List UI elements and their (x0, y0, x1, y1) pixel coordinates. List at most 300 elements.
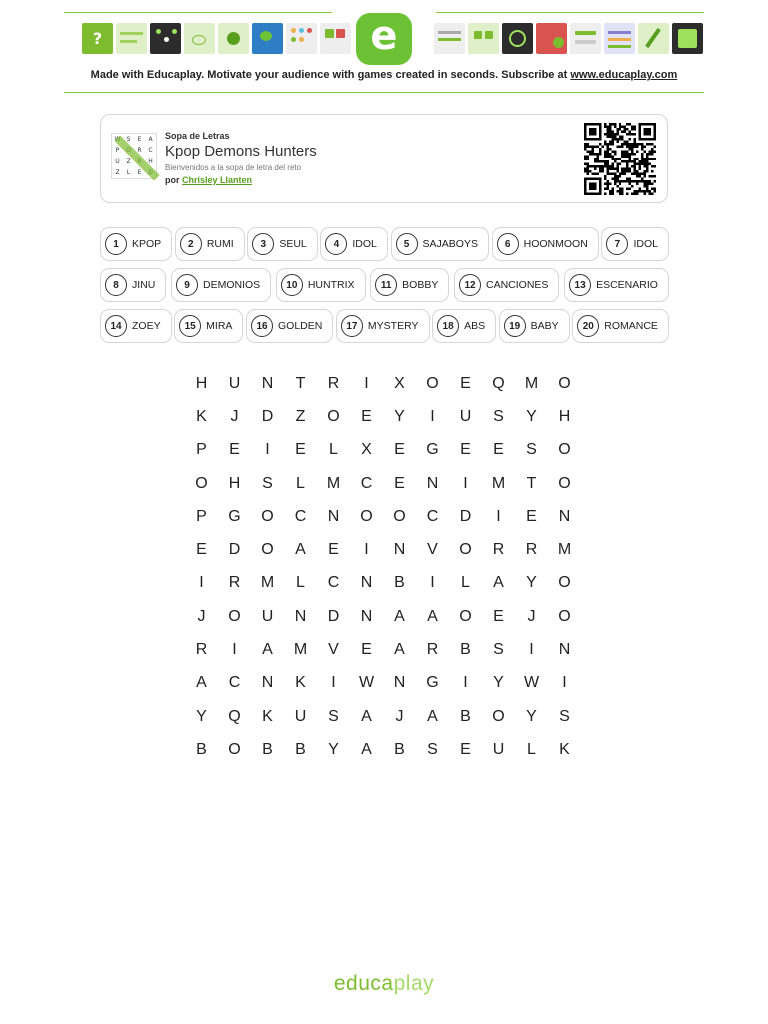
qr-module (631, 128, 633, 130)
qr-module (649, 143, 651, 145)
grid-letter[interactable]: S (493, 407, 504, 425)
grid-letter[interactable]: U (459, 407, 472, 425)
qr-module (624, 125, 626, 127)
qr-module (624, 170, 626, 172)
qr-module (604, 188, 606, 190)
qr-module (586, 165, 588, 167)
grid-letter[interactable]: O (426, 374, 439, 392)
grid-letter[interactable]: M (557, 541, 572, 559)
grid-letter[interactable]: I (331, 674, 336, 692)
qr-module (634, 145, 636, 147)
qr-module (634, 160, 636, 162)
qr-module (629, 123, 631, 125)
qr-module (619, 145, 621, 147)
qr-module (646, 165, 648, 167)
word-number: 10 (281, 274, 303, 296)
grid-letter[interactable]: O (261, 507, 274, 525)
grid-letter[interactable]: V (328, 641, 339, 659)
qr-module (586, 163, 588, 165)
qr-module (609, 165, 611, 167)
grid-letter[interactable]: A (427, 607, 438, 625)
grid-letter[interactable]: A (361, 740, 372, 758)
grid-letter[interactable]: S (526, 441, 537, 459)
word-chip (601, 227, 669, 261)
grid-letter[interactable]: O (195, 474, 208, 492)
word-number: 19 (504, 315, 526, 337)
grid-letter[interactable]: S (427, 740, 438, 758)
banner-divider (64, 12, 332, 13)
grid-letter[interactable]: Y (196, 707, 207, 725)
qr-code-icon[interactable] (584, 123, 656, 195)
grid-letter[interactable]: I (463, 474, 468, 492)
qr-module (631, 143, 633, 145)
qr-module (636, 150, 638, 152)
grid-letter[interactable]: A (295, 541, 306, 559)
grid-letter[interactable]: D (228, 541, 241, 559)
qr-module (636, 173, 638, 175)
qr-module (651, 158, 653, 160)
grid-letter[interactable]: D (459, 507, 472, 525)
qr-module (614, 175, 616, 177)
game-type-tiles-left (82, 23, 351, 54)
word-label: ZOEY (132, 320, 161, 332)
word-search-icon (570, 23, 601, 54)
qr-module (641, 145, 643, 147)
grid-letter[interactable]: O (459, 607, 472, 625)
grid-letter[interactable]: Q (228, 707, 241, 725)
qr-module (629, 148, 631, 150)
qr-module (651, 150, 653, 152)
grid-letter[interactable]: E (295, 441, 306, 459)
qr-module (599, 170, 601, 172)
grid-letter[interactable]: G (426, 674, 439, 692)
grid-letter[interactable]: R (327, 374, 340, 392)
qr-module (626, 150, 628, 152)
grid-letter[interactable]: B (460, 641, 471, 659)
qr-module (606, 160, 608, 162)
grid-letter[interactable]: E (493, 607, 504, 625)
letter-grid (185, 367, 581, 767)
qr-module (636, 145, 638, 147)
word-number: 16 (251, 315, 273, 337)
qr-module (634, 140, 636, 142)
grid-letter[interactable]: U (261, 607, 274, 625)
qr-module (599, 165, 601, 167)
grid-letter[interactable]: C (228, 674, 241, 692)
qr-module (586, 150, 588, 152)
grid-letter[interactable]: O (228, 740, 241, 758)
qr-module (616, 185, 618, 187)
qr-module (634, 168, 636, 170)
qr-module (619, 175, 621, 177)
grid-letter[interactable]: I (430, 407, 435, 425)
grid-letter[interactable]: N (261, 374, 274, 392)
qr-module (606, 188, 608, 190)
qr-module (626, 140, 628, 142)
grid-letter[interactable]: N (261, 674, 274, 692)
grid-letter[interactable]: O (558, 441, 571, 459)
grid-letter[interactable]: X (394, 374, 405, 392)
grid-letter[interactable]: U (294, 707, 307, 725)
grid-letter[interactable]: U (228, 374, 241, 392)
qr-module (601, 160, 603, 162)
qr-module (636, 175, 638, 177)
thumbnail-letter: A (148, 136, 153, 143)
grid-letter[interactable]: L (527, 740, 536, 758)
grid-letter[interactable]: O (327, 407, 340, 425)
grid-letter[interactable]: M (260, 574, 275, 592)
qr-module (636, 143, 638, 145)
grid-letter[interactable]: I (232, 641, 237, 659)
qr-module (631, 180, 633, 182)
word-search-thumbnail (111, 133, 157, 179)
activity-header-card (100, 114, 668, 203)
grid-letter[interactable]: O (558, 607, 571, 625)
grid-letter[interactable]: N (558, 641, 571, 659)
grid-letter[interactable]: I (265, 441, 270, 459)
grid-letter[interactable]: W (523, 674, 540, 692)
qr-module (624, 160, 626, 162)
grid-letter[interactable]: L (329, 441, 338, 459)
grid-letter[interactable]: L (296, 574, 305, 592)
grid-letter[interactable]: A (394, 607, 405, 625)
grid-letter[interactable]: C (426, 507, 439, 525)
grid-letter[interactable]: E (328, 541, 339, 559)
qr-module (614, 180, 616, 182)
qr-module (651, 170, 653, 172)
qr-module (609, 133, 611, 135)
qr-module (626, 178, 628, 180)
qr-module (644, 183, 646, 185)
word-number: 20 (577, 315, 599, 337)
grid-letter[interactable]: N (558, 507, 571, 525)
grid-letter[interactable]: W (358, 674, 375, 692)
grid-letter[interactable]: O (261, 541, 274, 559)
qr-module (626, 133, 628, 135)
qr-module (624, 140, 626, 142)
grid-letter[interactable]: Y (526, 574, 537, 592)
quiz-icon: ? (82, 23, 113, 54)
qr-module (611, 143, 613, 145)
grid-letter[interactable]: S (493, 641, 504, 659)
grid-letter[interactable]: C (360, 474, 373, 492)
grid-letter[interactable]: I (199, 574, 204, 592)
qr-module (646, 185, 648, 187)
qr-module (639, 175, 641, 177)
grid-letter[interactable]: I (562, 674, 567, 692)
grid-letter[interactable]: O (492, 707, 505, 725)
qr-module (614, 133, 616, 135)
grid-letter[interactable]: K (295, 674, 306, 692)
qr-module (621, 193, 623, 195)
grid-letter[interactable]: K (196, 407, 207, 425)
qr-module (621, 188, 623, 190)
grid-letter[interactable]: Y (526, 407, 537, 425)
qr-module (631, 193, 633, 195)
qr-module (609, 125, 611, 127)
word-label: DEMONIOS (203, 279, 261, 291)
qr-module (609, 140, 611, 142)
qr-module (651, 148, 653, 150)
grid-letter[interactable]: N (393, 674, 406, 692)
grid-letter[interactable]: R (492, 541, 505, 559)
qr-module (621, 143, 623, 145)
qr-module (641, 160, 643, 162)
grid-letter[interactable]: E (526, 507, 537, 525)
qr-module (611, 133, 613, 135)
qr-module (629, 183, 631, 185)
grid-letter[interactable]: N (294, 607, 307, 625)
grid-letter[interactable]: A (493, 574, 504, 592)
qr-module (654, 175, 656, 177)
grid-letter[interactable]: K (559, 740, 570, 758)
grid-letter[interactable]: L (296, 474, 305, 492)
grid-letter[interactable]: J (395, 707, 404, 725)
word-list-row (100, 268, 669, 302)
thumbnail-letter: E (137, 136, 142, 143)
grid-letter[interactable]: S (262, 474, 273, 492)
qr-module (626, 128, 628, 130)
qr-module (606, 155, 608, 157)
grid-letter[interactable]: N (360, 607, 373, 625)
qr-module (626, 123, 628, 125)
qr-module (624, 168, 626, 170)
qr-module (629, 160, 631, 162)
alphabet-grid-icon (286, 23, 317, 54)
word-chip (454, 268, 559, 302)
qr-module (596, 145, 598, 147)
grid-letter[interactable]: U (492, 740, 505, 758)
grid-letter[interactable]: I (463, 674, 468, 692)
grid-letter[interactable]: E (493, 441, 504, 459)
qr-module (594, 168, 596, 170)
grid-letter[interactable]: E (460, 374, 471, 392)
qr-module (624, 173, 626, 175)
word-number: 14 (105, 315, 127, 337)
grid-letter[interactable]: H (228, 474, 241, 492)
thumbnail-letter: E (137, 169, 142, 176)
qr-module (611, 150, 613, 152)
qr-module (641, 155, 643, 157)
grid-letter[interactable]: R (228, 574, 241, 592)
word-list (100, 227, 669, 350)
grid-letter[interactable]: H (195, 374, 208, 392)
qr-module (601, 168, 603, 170)
grid-letter[interactable]: Y (526, 707, 537, 725)
grid-letter[interactable]: M (326, 474, 341, 492)
pairs-icon (468, 23, 499, 54)
qr-module (601, 145, 603, 147)
qr-module (629, 178, 631, 180)
grid-letter[interactable]: D (327, 607, 340, 625)
qr-finder-pattern (589, 183, 596, 190)
grid-letter[interactable]: T (526, 474, 537, 492)
qr-module (609, 173, 611, 175)
qr-module (649, 180, 651, 182)
word-chip (276, 268, 366, 302)
grid-letter[interactable]: E (196, 541, 207, 559)
grid-letter[interactable]: B (394, 574, 405, 592)
grid-letter[interactable]: E (460, 441, 471, 459)
grid-letter[interactable]: L (461, 574, 470, 592)
grid-letter[interactable]: R (525, 541, 538, 559)
grid-letter[interactable]: R (426, 641, 439, 659)
grid-letter[interactable]: E (460, 740, 471, 758)
grid-letter[interactable]: B (262, 740, 273, 758)
qr-module (614, 135, 616, 137)
qr-module (614, 168, 616, 170)
grid-letter[interactable]: S (328, 707, 339, 725)
grid-letter[interactable]: G (426, 441, 439, 459)
grid-letter[interactable]: B (460, 707, 471, 725)
qr-module (651, 175, 653, 177)
grid-letter[interactable]: M (524, 374, 539, 392)
qr-module (586, 170, 588, 172)
qr-module (604, 175, 606, 177)
grid-letter[interactable]: K (262, 707, 273, 725)
qr-module (594, 145, 596, 147)
qr-module (606, 125, 608, 127)
grid-letter[interactable]: N (393, 541, 406, 559)
grid-letter[interactable]: H (558, 407, 571, 425)
writing-pencil-icon (638, 23, 669, 54)
grid-letter[interactable]: Y (493, 674, 504, 692)
grid-letter[interactable]: A (427, 707, 438, 725)
grid-letter[interactable]: V (427, 541, 438, 559)
grid-letter[interactable]: C (294, 507, 307, 525)
qr-module (634, 193, 636, 195)
qr-module (611, 140, 613, 142)
qr-module (616, 163, 618, 165)
qr-module (624, 180, 626, 182)
qr-module (639, 165, 641, 167)
grid-letter[interactable]: D (261, 407, 274, 425)
qr-module (614, 173, 616, 175)
grid-letter[interactable]: I (430, 574, 435, 592)
qr-module (604, 150, 606, 152)
qr-module (604, 160, 606, 162)
educaplay-banner (64, 12, 704, 93)
qr-module (631, 165, 633, 167)
thumbnail-letter: P (115, 147, 120, 154)
grid-letter[interactable]: O (558, 374, 571, 392)
grid-letter[interactable]: A (361, 707, 372, 725)
grid-letter[interactable]: B (196, 740, 207, 758)
qr-module (594, 158, 596, 160)
qr-module (609, 183, 611, 185)
grid-letter[interactable]: P (196, 441, 207, 459)
qr-module (629, 170, 631, 172)
grid-letter[interactable]: Q (492, 374, 505, 392)
qr-module (629, 155, 631, 157)
word-chip (432, 309, 496, 343)
grid-letter[interactable]: A (262, 641, 273, 659)
banner-divider (64, 92, 704, 93)
qr-module (649, 183, 651, 185)
grid-letter[interactable]: O (558, 474, 571, 492)
grid-letter[interactable]: Z (295, 407, 306, 425)
grid-letter[interactable]: S (559, 707, 570, 725)
grid-letter[interactable]: O (558, 574, 571, 592)
grid-letter[interactable]: N (360, 574, 373, 592)
author-link[interactable]: Chrisley Llanten (182, 175, 253, 185)
qr-module (606, 173, 608, 175)
grid-letter[interactable]: E (229, 441, 240, 459)
grid-letter[interactable]: G (228, 507, 241, 525)
grid-letter[interactable]: P (196, 507, 207, 525)
grid-letter[interactable]: A (394, 641, 405, 659)
grid-letter[interactable]: R (195, 641, 208, 659)
qr-module (616, 145, 618, 147)
grid-letter[interactable]: I (364, 374, 369, 392)
grid-letter[interactable]: O (228, 607, 241, 625)
grid-letter[interactable]: C (327, 574, 340, 592)
qr-module (631, 145, 633, 147)
grid-letter[interactable]: E (394, 441, 405, 459)
grid-letter[interactable]: X (361, 441, 372, 459)
qr-module (649, 193, 651, 195)
qr-module (626, 180, 628, 182)
grid-letter[interactable]: E (394, 474, 405, 492)
grid-letter[interactable]: O (393, 507, 406, 525)
grid-letter[interactable]: Y (328, 740, 339, 758)
qr-module (604, 140, 606, 142)
grid-letter[interactable]: B (394, 740, 405, 758)
word-label: GOLDEN (278, 320, 323, 332)
grid-letter[interactable]: E (361, 407, 372, 425)
word-label: SEUL (279, 238, 307, 250)
qr-module (636, 163, 638, 165)
qr-module (611, 138, 613, 140)
word-label: IDOL (352, 238, 377, 250)
qr-module (646, 180, 648, 182)
word-label: CANCIONES (486, 279, 549, 291)
grid-letter[interactable]: E (361, 641, 372, 659)
qr-module (634, 173, 636, 175)
grid-letter[interactable]: J (197, 607, 206, 625)
grid-letter[interactable]: A (196, 674, 207, 692)
grid-letter[interactable]: I (364, 541, 369, 559)
grid-letter[interactable]: O (459, 541, 472, 559)
word-label: ESCENARIO (596, 279, 658, 291)
qr-module (611, 130, 613, 132)
grid-letter[interactable]: I (496, 507, 501, 525)
thumbnail-letter: S (126, 136, 131, 143)
qr-module (591, 165, 593, 167)
grid-letter[interactable]: J (230, 407, 239, 425)
grid-letter[interactable]: I (529, 641, 534, 659)
grid-letter[interactable]: B (295, 740, 306, 758)
grid-letter[interactable]: N (327, 507, 340, 525)
grid-letter[interactable]: M (491, 474, 506, 492)
grid-letter[interactable]: Y (394, 407, 405, 425)
grid-letter[interactable]: M (293, 641, 308, 659)
qr-module (614, 160, 616, 162)
qr-module (604, 133, 606, 135)
word-chip (572, 309, 669, 343)
qr-module (644, 175, 646, 177)
qr-module (619, 180, 621, 182)
qr-module (606, 168, 608, 170)
grid-letter[interactable]: N (426, 474, 439, 492)
qr-module (649, 153, 651, 155)
grid-letter[interactable]: J (527, 607, 536, 625)
qr-module (654, 165, 656, 167)
educaplay-logo-icon: e (356, 13, 412, 65)
educaplay-link[interactable]: www.educaplay.com (570, 69, 678, 81)
grid-letter[interactable]: O (360, 507, 373, 525)
grid-letter[interactable]: T (295, 374, 306, 392)
